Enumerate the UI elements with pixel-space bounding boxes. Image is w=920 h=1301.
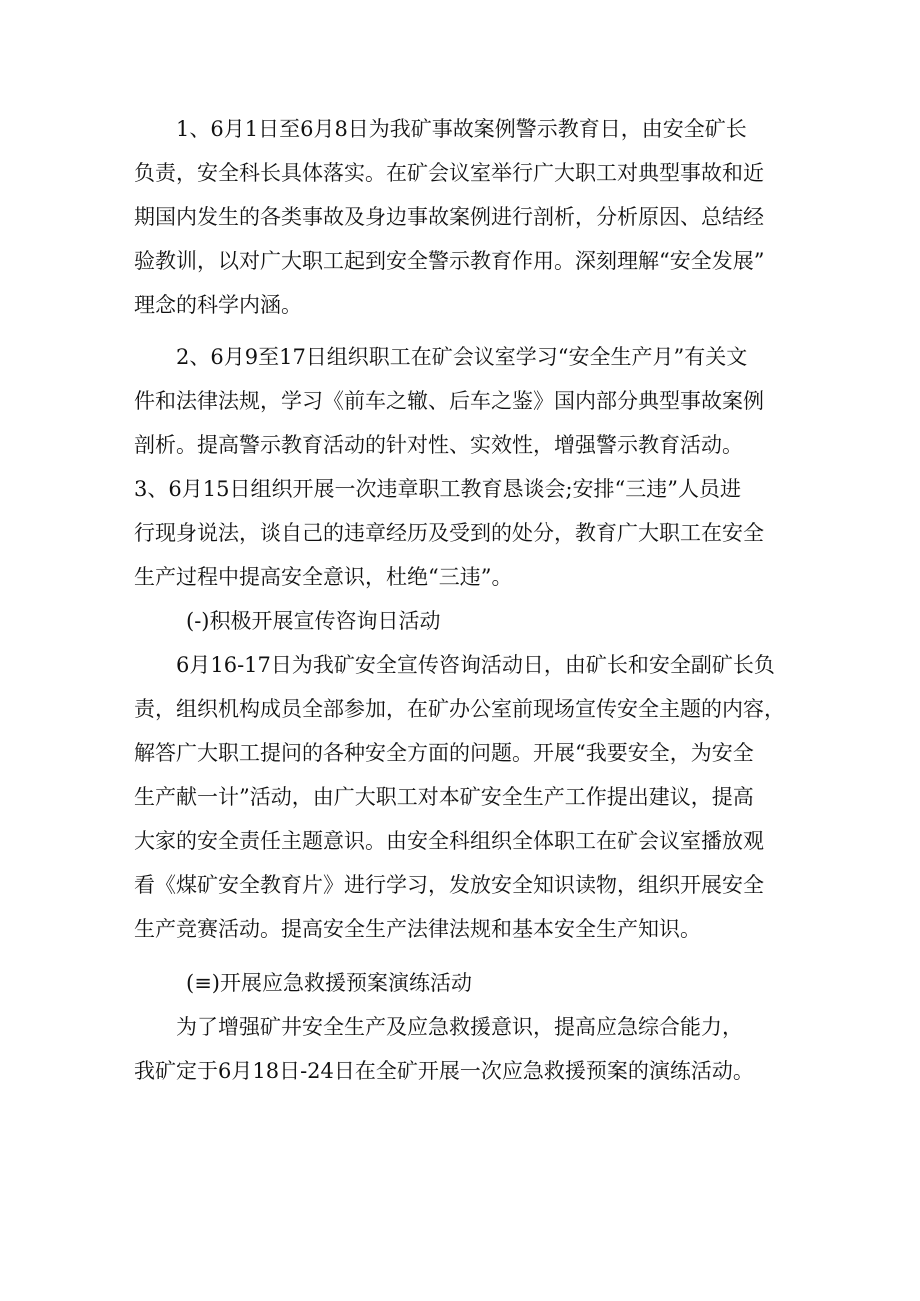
paragraph-line: 解答广大职工提问的各种安全方面的问题。开展“我要安全，为安全	[134, 741, 754, 765]
paragraph-line: 负责，安全科长具体落实。在矿会议室举行广大职工对典型事故和近	[134, 161, 764, 185]
paragraph-line: 3、6月15日组织开展一次违章职工教育恳谈会;安排“三违”人员进	[134, 477, 741, 501]
paragraph-line: 生产竞赛活动。提高安全生产法律法规和基本安全生产知识。	[134, 917, 701, 941]
paragraph-line: 剖析。提高警示教育活动的针对性、实效性，增强警示教育活动。	[134, 433, 743, 457]
paragraph-3	[134, 467, 800, 599]
section-heading: (≡)开展应急救援预案演练活动	[186, 971, 472, 995]
paragraph-line: 生产献一计”活动，由广大职工对本矿安全生产工作提出建议，提高	[134, 785, 754, 809]
paragraph-line: 为了增强矿井安全生产及应急救援意识，提高应急综合能力，	[176, 1015, 743, 1039]
paragraph-line: 6月16-17日为我矿安全宣传咨询活动日，由矿长和安全副矿长负	[176, 653, 775, 677]
paragraph-line: 生产过程中提高安全意识，杜绝“三违”。	[134, 565, 513, 589]
paragraph-line: 1、6月1日至6月8日为我矿事故案例警示教育日，由安全矿长	[176, 117, 747, 141]
paragraph-line: 理念的科学内涵。	[134, 293, 302, 317]
paragraph-line: 责，组织机构成员全部参加，在矿办公室前现场宣传安全主题的内容，	[134, 697, 785, 721]
paragraph-5	[134, 1005, 800, 1093]
paragraph-line: 大家的安全责任主题意识。由安全科组织全体职工在矿会议室播放观	[134, 829, 764, 853]
section-heading: (-)积极开展宣传咨询日活动	[186, 609, 441, 633]
paragraph-line: 2、6月9至17日组织职工在矿会议室学习“安全生产月”有关文	[176, 345, 748, 369]
paragraph-line: 看《煤矿安全教育片》进行学习，发放安全知识读物，组织开展安全	[134, 873, 764, 897]
paragraph-1	[134, 107, 800, 327]
paragraph-line: 期国内发生的各类事故及身边事故案例进行剖析，分析原因、总结经	[134, 205, 764, 229]
paragraph-line: 件和法律法规，学习《前车之辙、后车之鉴》国内部分典型事故案例	[134, 389, 764, 413]
section-heading-1	[134, 599, 800, 643]
paragraph-line: 我矿定于6月18日-24日在全矿开展一次应急救援预案的演练活动。	[134, 1059, 754, 1083]
paragraph-4	[134, 643, 800, 951]
document-body	[134, 107, 800, 1093]
paragraph-line: 验教训，以对广大职工起到安全警示教育作用。深刻理解“安全发展”	[134, 249, 765, 273]
paragraph-line: 行现身说法，谈自己的违章经历及受到的处分，教育广大职工在安全	[134, 521, 764, 545]
section-heading-2	[134, 961, 800, 1005]
paragraph-2	[134, 335, 800, 467]
